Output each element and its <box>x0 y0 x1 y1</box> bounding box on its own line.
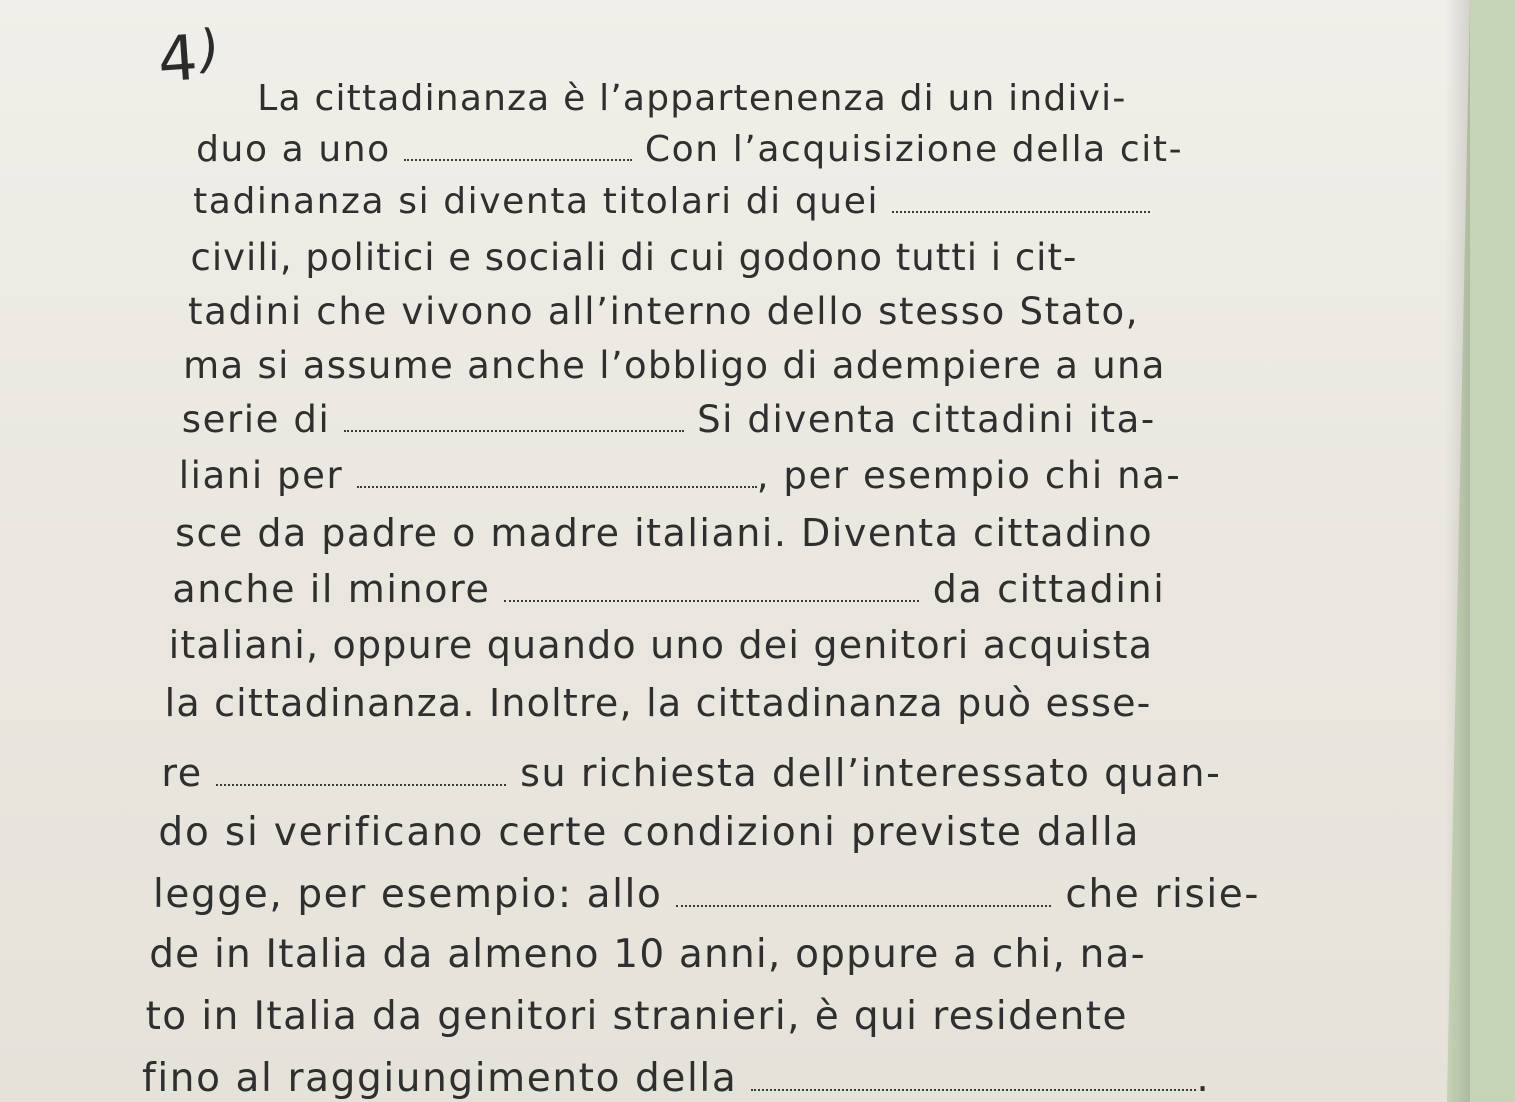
text-segment: liani per <box>178 454 357 497</box>
text-segment: to in Italia da genitori stranieri, è qui residente <box>145 994 1128 1039</box>
paper-edge-shadow <box>1445 0 1470 1102</box>
text-segment: la cittadinanza. Inoltre, la cittadinanza può esse- <box>164 681 1152 725</box>
text-segment: tadinanza si diventa titolari di quei <box>193 181 893 222</box>
text-segment: . <box>1196 1056 1211 1101</box>
text-segment: sce da padre o madre italiani. Diventa cittadino <box>175 511 1154 555</box>
fill-in-blank-8[interactable] <box>751 1089 1196 1091</box>
text-segment: duo a uno <box>196 129 404 170</box>
text-segment: anche il minore <box>172 567 505 611</box>
text-segment: Si diventa cittadini ita- <box>683 398 1156 441</box>
text-segment: do si verificano certe condizioni previste dalla <box>158 810 1141 855</box>
text-segment: ma si assume anche l’obbligo di adempiere a una <box>183 344 1166 387</box>
text-segment: italiani, oppure quando uno dei genitori acquista <box>168 623 1154 667</box>
text-segment: da cittadini <box>919 567 1166 611</box>
text-segment: re <box>161 751 217 795</box>
text-segment: che risie- <box>1051 872 1261 917</box>
text-segment: tadini che vivono all’interno dello stesso Stato, <box>187 290 1140 333</box>
text-segment: su richiesta dell’interessato quan- <box>506 751 1222 795</box>
text-segment: La cittadinanza è l’appartenenza di un indivi- <box>257 78 1127 119</box>
text-line-18 <box>114 1020 1211 1101</box>
text-segment: legge, per esempio: allo <box>153 872 677 917</box>
text-segment: Con l’acquisizione della cit- <box>631 129 1184 170</box>
exercise-number-paren: ) <box>194 19 222 81</box>
text-segment: de in Italia da almeno 10 anni, oppure a chi, na- <box>149 932 1146 977</box>
text-segment: , per esempio chi na- <box>756 454 1182 497</box>
text-segment: fino al raggiungimento della <box>142 1056 752 1101</box>
exercise-number: 4 <box>155 20 200 97</box>
text-segment: civili, politici e sociali di cui godono tutti i cit- <box>190 236 1078 279</box>
text-segment: serie di <box>181 398 344 441</box>
text-line-12 <box>138 646 1152 725</box>
